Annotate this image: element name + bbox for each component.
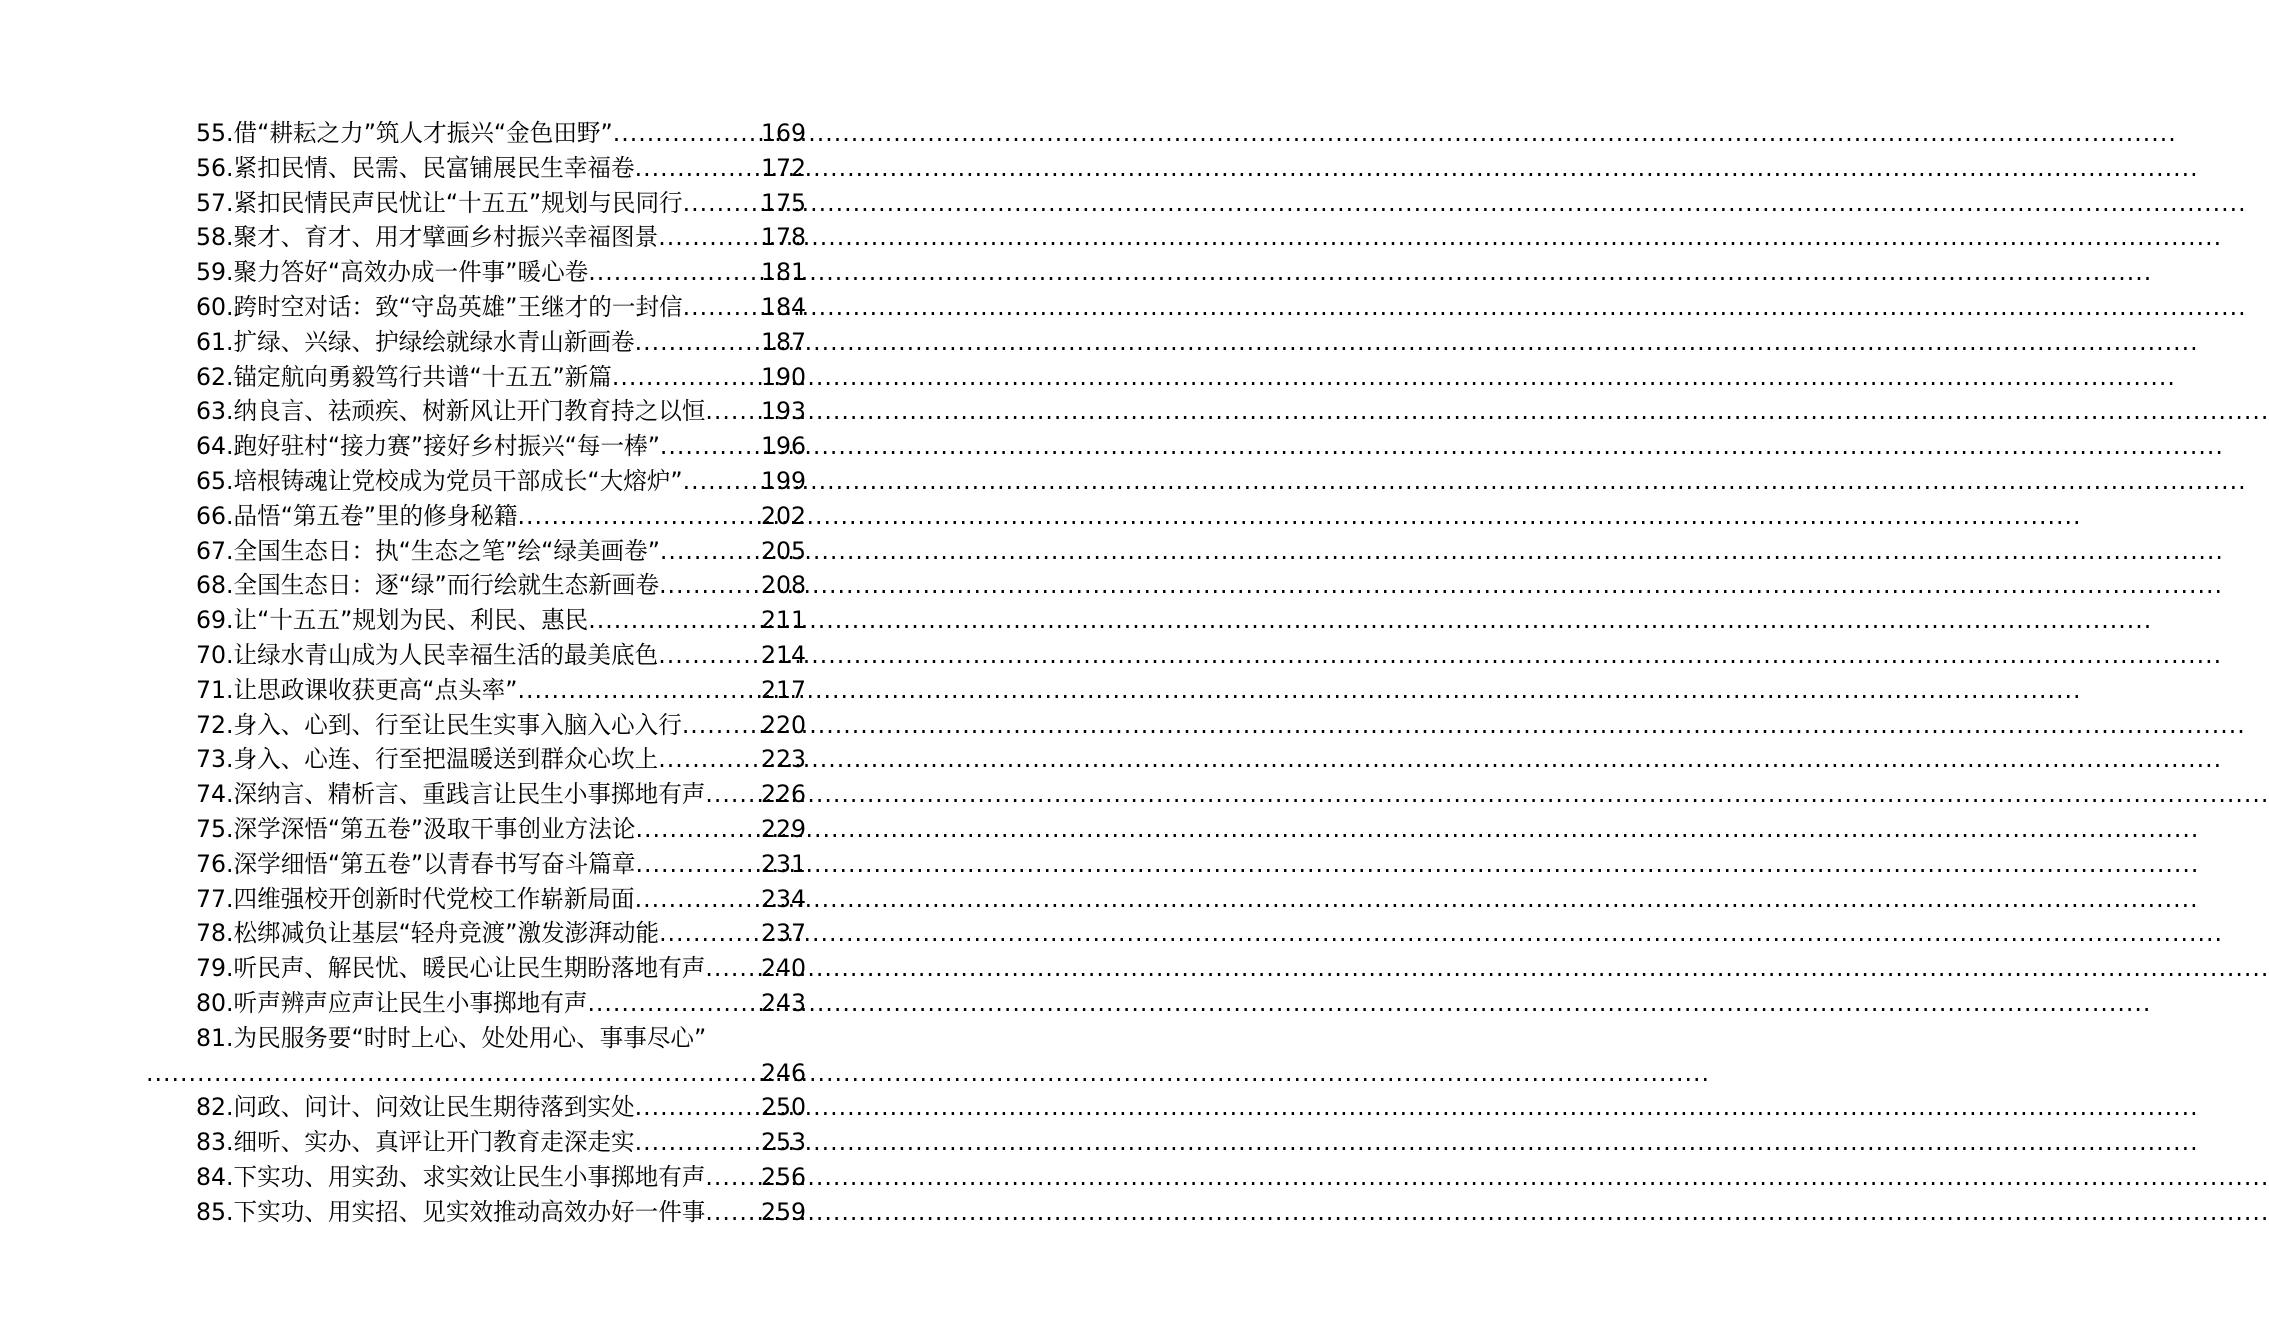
toc-dot-leader (588, 603, 761, 638)
toc-entry-title: 73.身入、心连、行至把温暖送到群众心坎上 (196, 745, 659, 774)
toc-entry-title: 56.紧扣民情、民需、民富铺展民生幸福卷 (196, 153, 635, 182)
toc-entry-title: 80.听声辨声应声让民生小事掷地有声 (196, 988, 588, 1017)
toc-dot-leader (518, 499, 761, 534)
toc-entry[interactable] (146, 464, 806, 499)
toc-page-number: 229 (760, 814, 806, 843)
toc-dot-leader (683, 290, 761, 325)
toc-entry[interactable] (146, 255, 806, 290)
toc-entry-title: 70.让绿水青山成为人民幸福生活的最美底色 (196, 640, 659, 669)
toc-page-number: 250 (760, 1093, 806, 1122)
toc-page-number: 246 (760, 1058, 806, 1087)
toc-entry[interactable] (146, 151, 806, 186)
toc-page-number: 243 (760, 988, 806, 1017)
toc-page-number: 231 (760, 849, 806, 878)
toc-entry-title: 60.跨时空对话：致“守岛英雄”王继才的一封信 (196, 292, 683, 321)
toc-page-number: 172 (760, 153, 806, 182)
toc-entry[interactable] (146, 534, 806, 569)
toc-entry[interactable] (146, 777, 806, 812)
document-page (0, 0, 950, 1344)
toc-page-number: 190 (760, 362, 806, 391)
toc-entry[interactable] (146, 568, 806, 603)
toc-entry-title: 69.让“十五五”规划为民、利民、惠民 (196, 606, 589, 635)
toc-entry[interactable] (146, 1160, 806, 1195)
toc-entry[interactable] (146, 916, 806, 951)
toc-entry-title: 85.下实功、用实招、见实效推动高效办好一件事 (196, 1197, 706, 1226)
toc-page-number: 184 (760, 292, 806, 321)
toc-entry[interactable] (146, 708, 806, 743)
toc-entry[interactable] (146, 638, 806, 673)
toc-entry-title: 65.培根铸魂让党校成为党员干部成长“大熔炉” (196, 466, 683, 495)
toc-dot-leader (146, 1056, 761, 1091)
toc-page-number: 237 (760, 919, 806, 948)
toc-page-number: 187 (760, 327, 806, 356)
toc-page-number: 193 (760, 397, 806, 426)
toc-page-number: 202 (760, 501, 806, 530)
toc-page-number: 208 (760, 571, 806, 600)
toc-entry-title: 61.扩绿、兴绿、护绿绘就绿水青山新画卷 (196, 327, 635, 356)
toc-dot-leader (587, 986, 761, 1021)
toc-dot-leader (658, 220, 761, 255)
toc-dot-leader (705, 951, 761, 986)
toc-entry[interactable] (146, 1125, 806, 1160)
toc-entry-title: 68.全国生态日：逐“绿”而行绘就生态新画卷 (196, 571, 660, 600)
toc-entry-title: 57.紧扣民情民声民忧让“十五五”规划与民同行 (196, 188, 683, 217)
toc-dot-leader (705, 394, 761, 429)
toc-dot-leader (705, 1195, 761, 1230)
toc-page-number: 256 (760, 1162, 806, 1191)
toc-page-number: 196 (760, 432, 806, 461)
toc-dot-leader (613, 116, 761, 151)
toc-entry-title: 83.细听、实办、真评让开门教育走深走实 (196, 1128, 635, 1157)
toc-entry[interactable] (146, 1195, 806, 1230)
toc-dot-leader (659, 568, 761, 603)
toc-entry-title: 66.品悟“第五卷”里的修身秘籍 (196, 501, 518, 530)
toc-entry[interactable] (146, 1021, 806, 1091)
toc-entry[interactable] (146, 882, 806, 917)
toc-entry[interactable] (146, 394, 806, 429)
toc-dot-leader (635, 1090, 761, 1125)
toc-dot-leader (660, 534, 761, 569)
toc-entry-title: 84.下实功、用实劲、求实效让民生小事掷地有声 (196, 1162, 706, 1191)
toc-dot-leader (658, 742, 761, 777)
toc-entry-title: 81.为民服务要“时时上心、处处用心、事事尽心” (196, 1023, 707, 1052)
toc-entry-title: 72.身入、心到、行至让民生实事入脑入心入行 (196, 710, 682, 739)
toc-page-number: 178 (760, 223, 806, 252)
toc-entry-title: 58.聚才、育才、用才擘画乡村振兴幸福图景 (196, 223, 659, 252)
toc-entry[interactable] (146, 429, 806, 464)
toc-dot-leader (635, 882, 761, 917)
toc-entry[interactable] (146, 986, 806, 1021)
toc-entry-title: 64.跑好驻村“接力赛”接好乡村振兴“每一棒” (196, 432, 660, 461)
toc-dot-leader (683, 186, 761, 221)
toc-page-number: 199 (760, 466, 806, 495)
toc-page-number: 259 (760, 1197, 806, 1226)
toc-entry-title: 82.问政、问计、问效让民生期待落到实处 (196, 1093, 635, 1122)
toc-entry-title: 75.深学深悟“第五卷”汲取干事创业方法论 (196, 814, 636, 843)
toc-entry-title: 77.四维强校开创新时代党校工作崭新局面 (196, 884, 635, 913)
toc-dot-leader (683, 464, 761, 499)
toc-entry[interactable] (146, 847, 806, 882)
toc-entry[interactable] (146, 951, 806, 986)
toc-page-number: 234 (760, 884, 806, 913)
toc-entry[interactable] (146, 116, 806, 151)
toc-entry-title: 63.纳良言、祛顽疾、树新风让开门教育持之以恒 (196, 397, 706, 426)
toc-page-number: 214 (760, 640, 806, 669)
toc-page-number: 223 (760, 745, 806, 774)
toc-page-number: 169 (760, 119, 806, 147)
toc-page-number: 253 (760, 1128, 806, 1157)
table-of-contents (146, 116, 806, 1230)
toc-page-number: 175 (760, 188, 806, 217)
toc-dot-leader (660, 429, 761, 464)
toc-entry[interactable] (146, 1090, 806, 1125)
toc-page-number: 240 (760, 954, 806, 983)
toc-page-number: 205 (760, 536, 806, 565)
toc-entry[interactable] (146, 325, 806, 360)
toc-dot-leader (588, 255, 761, 290)
toc-dot-leader (612, 360, 761, 395)
toc-page-number: 211 (760, 606, 806, 635)
toc-entry[interactable] (146, 220, 806, 255)
toc-dot-leader (635, 1125, 761, 1160)
toc-entry[interactable] (146, 742, 806, 777)
toc-dot-leader (705, 777, 761, 812)
toc-entry-title: 67.全国生态日：执“生态之笔”绘“绿美画卷” (196, 536, 660, 565)
toc-dot-leader (635, 812, 760, 847)
toc-entry[interactable] (146, 812, 806, 847)
toc-entry-title: 74.深纳言、精析言、重践言让民生小事掷地有声 (196, 780, 706, 809)
toc-dot-leader (518, 673, 761, 708)
toc-entry[interactable] (146, 360, 806, 395)
toc-dot-leader (635, 847, 760, 882)
toc-dot-leader (658, 638, 761, 673)
toc-entry-title: 78.松绑减负让基层“轻舟竞渡”激发澎湃动能 (196, 919, 660, 948)
toc-entry[interactable] (146, 603, 806, 638)
toc-page-number: 226 (760, 780, 806, 809)
toc-entry-title: 62.锚定航向勇毅笃行共谱“十五五”新篇 (196, 362, 612, 391)
toc-dot-leader (659, 916, 761, 951)
toc-entry-title: 76.深学细悟“第五卷”以青春书写奋斗篇章 (196, 849, 636, 878)
toc-page-number: 220 (760, 710, 806, 739)
toc-entry[interactable] (146, 290, 806, 325)
toc-entry[interactable] (146, 186, 806, 221)
toc-dot-leader (635, 325, 761, 360)
toc-dot-leader (682, 708, 761, 743)
toc-entry-title: 59.聚力答好“高效办成一件事”暖心卷 (196, 258, 589, 287)
toc-dot-leader (705, 1160, 761, 1195)
toc-entry[interactable] (146, 499, 806, 534)
toc-page-number: 181 (760, 258, 806, 287)
toc-dot-leader (635, 151, 761, 186)
toc-entry-title: 79.听民声、解民忧、暖民心让民生期盼落地有声 (196, 954, 706, 983)
toc-entry[interactable] (146, 673, 806, 708)
toc-entry-title: 55.借“耕耘之力”筑人才振兴“金色田野” (196, 119, 613, 147)
toc-entry-title: 71.让思政课收获更高“点头率” (196, 675, 518, 704)
toc-page-number: 217 (760, 675, 806, 704)
